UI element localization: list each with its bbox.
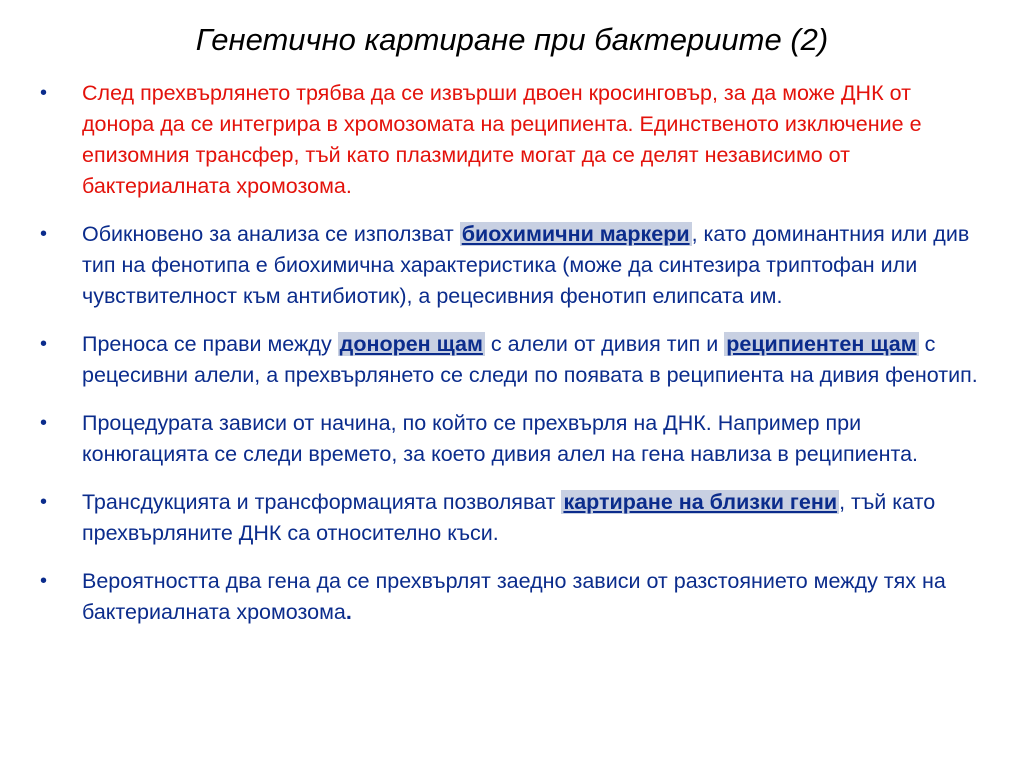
bullet-text: След прехвърлянето трябва да се извърши двоен кросинговър, за да може ДНК от донора да се интегрира в хромозомата на реципиента. Единственото изключение е епизомния трансфер, тъй като плазмидите могат да се делят независимо от бактериалната хромозома. (82, 81, 922, 198)
bullet-text-pre: Трансдукцията и трансформацията позволяват (82, 490, 562, 514)
bullet-list (38, 78, 978, 645)
bullet-text: Вероятността два гена да се прехвърлят заедно зависи от разстоянието между тях на бактериалната хромозома (82, 569, 946, 624)
bullet-text-pre: Обикновено за анализа се използват (82, 222, 460, 246)
bullet-end-period: . (345, 600, 352, 624)
bullet-icon: • (40, 491, 48, 513)
bullet-text-post: , като доминантния или див тип на фенотипа е биохимична характеристика (може да синтезира триптофан или чувствителност към антибиотик), а рецесивния фенотип елипсата им. (82, 222, 970, 308)
link-biochemical-markers[interactable]: биохимични маркери (461, 222, 690, 246)
bullet-item-4 (38, 408, 978, 470)
bullet-icon: • (40, 223, 48, 245)
link-recipient-strain[interactable]: реципиентен щам (726, 332, 917, 356)
bullet-icon: • (40, 570, 48, 592)
bullet-icon: • (40, 333, 48, 355)
link-mapping-close-genes[interactable]: картиране на близки гени (563, 490, 838, 514)
bullet-icon: • (40, 82, 48, 104)
bullet-item-6 (38, 566, 978, 628)
bullet-item-5 (38, 487, 978, 549)
bullet-text-pre: Преноса се прави между (82, 332, 338, 356)
slide-title: Генетично картиране при бактериите (2) (195, 22, 829, 57)
bullet-text-post: , тъй като прехвърляните ДНК са относително къси. (82, 490, 936, 545)
link-donor-strain[interactable]: донорен щам (339, 332, 483, 356)
bullet-text-post: с рецесивни алели, а прехвърлянето се следи по появата в реципиента на дивия фенотип. (82, 332, 978, 387)
bullet-item-3 (38, 329, 978, 391)
bullet-icon: • (40, 412, 48, 434)
bullet-item-2 (38, 219, 978, 312)
bullet-text: Процедурата зависи от начина, по който се прехвърля на ДНК. Например при конюгацията се следи времето, за което дивия алел на гена навлиза в реципиента. (82, 411, 919, 466)
bullet-item-1 (38, 78, 978, 202)
bullet-text-mid: с алели от дивия тип и (484, 332, 725, 356)
